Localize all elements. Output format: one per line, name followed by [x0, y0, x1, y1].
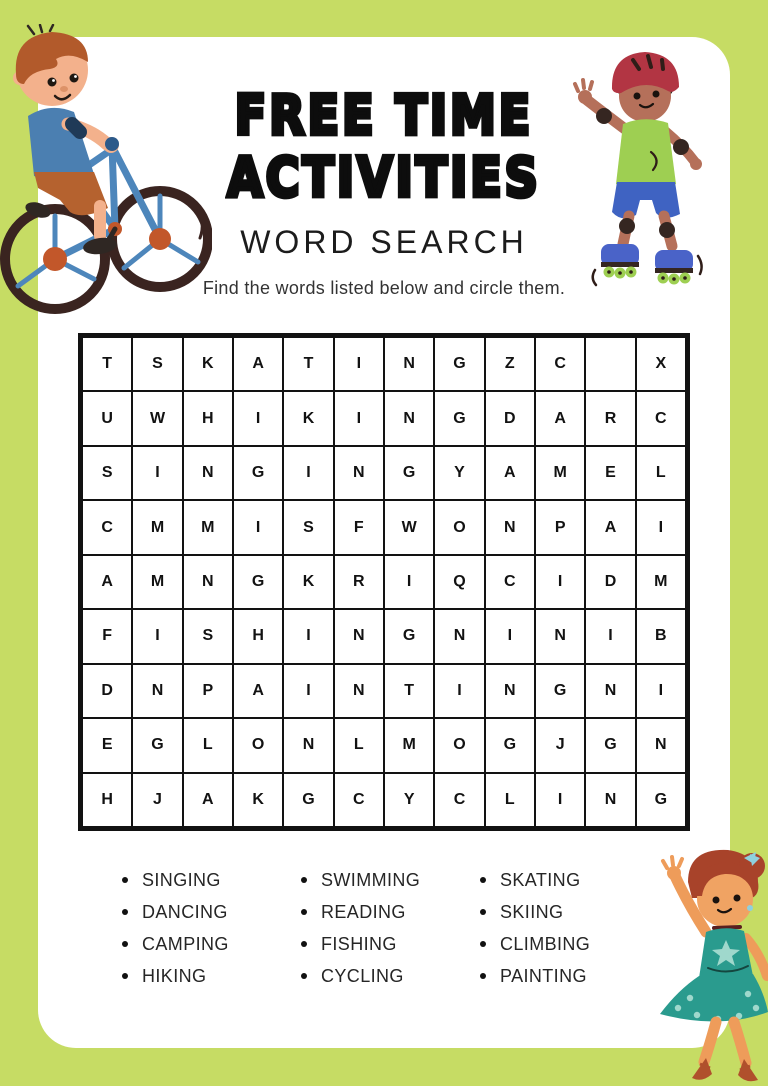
word-list-item: CLIMBING	[480, 928, 659, 960]
grid-cell-r2-c5[interactable]: K	[283, 391, 333, 445]
grid-cell-r8-c1[interactable]: E	[82, 718, 132, 772]
grid-cell-r3-c6[interactable]: N	[334, 446, 384, 500]
grid-cell-r1-c6[interactable]: I	[334, 337, 384, 391]
grid-cell-r8-c3[interactable]: L	[183, 718, 233, 772]
grid-cell-r9-c5[interactable]: G	[283, 773, 333, 827]
grid-cell-r3-c3[interactable]: N	[183, 446, 233, 500]
word-list-item: READING	[301, 896, 480, 928]
grid-cell-r8-c2[interactable]: G	[132, 718, 182, 772]
grid-cell-r6-c6[interactable]: N	[334, 609, 384, 663]
grid-cell-r7-c6[interactable]: N	[334, 664, 384, 718]
grid-cell-r9-c7[interactable]: Y	[384, 773, 434, 827]
grid-cell-r7-c4[interactable]: A	[233, 664, 283, 718]
grid-cell-r5-c2[interactable]: M	[132, 555, 182, 609]
grid-cell-r1-c10[interactable]: C	[535, 337, 585, 391]
grid-cell-r4-c11[interactable]: A	[585, 500, 635, 554]
grid-cell-r6-c7[interactable]: G	[384, 609, 434, 663]
grid-cell-r1-c8[interactable]: G	[434, 337, 484, 391]
grid-cell-r5-c11[interactable]: D	[585, 555, 635, 609]
grid-cell-r4-c9[interactable]: N	[485, 500, 535, 554]
grid-cell-r7-c5[interactable]: I	[283, 664, 333, 718]
grid-cell-r6-c4[interactable]: H	[233, 609, 283, 663]
page-title	[0, 84, 768, 208]
grid-cell-r7-c9[interactable]: N	[485, 664, 535, 718]
word-list-item: SINGING	[122, 864, 301, 896]
grid-cell-r8-c8[interactable]: O	[434, 718, 484, 772]
grid-cell-r9-c2[interactable]: J	[132, 773, 182, 827]
grid-cell-r2-c10[interactable]: A	[535, 391, 585, 445]
grid-cell-r3-c12[interactable]: L	[636, 446, 686, 500]
grid-cell-r9-c9[interactable]: L	[485, 773, 535, 827]
grid-cell-r1-c12[interactable]: X	[636, 337, 686, 391]
grid-cell-r6-c2[interactable]: I	[132, 609, 182, 663]
grid-cell-r4-c3[interactable]: M	[183, 500, 233, 554]
grid-cell-r9-c11[interactable]: N	[585, 773, 635, 827]
word-list-item: FISHING	[301, 928, 480, 960]
grid-cell-r2-c7[interactable]: N	[384, 391, 434, 445]
grid-cell-r2-c2[interactable]: W	[132, 391, 182, 445]
grid-cell-r1-c9[interactable]: Z	[485, 337, 535, 391]
word-list-column-2	[301, 864, 480, 992]
word-list-item: CAMPING	[122, 928, 301, 960]
grid-cell-r9-c12[interactable]: G	[636, 773, 686, 827]
grid-cell-r5-c5[interactable]: K	[283, 555, 333, 609]
grid-cell-r6-c11[interactable]: I	[585, 609, 635, 663]
grid-cell-r8-c12[interactable]: N	[636, 718, 686, 772]
grid-cell-r5-c8[interactable]: Q	[434, 555, 484, 609]
instruction-text: Find the words listed below and circle them.	[202, 278, 566, 298]
title-line-1: FREE TIME	[234, 83, 534, 147]
grid-cell-r7-c7[interactable]: T	[384, 664, 434, 718]
grid-cell-r1-c2[interactable]: S	[132, 337, 182, 391]
grid-cell-r8-c11[interactable]: G	[585, 718, 635, 772]
grid-cell-r4-c8[interactable]: O	[434, 500, 484, 554]
grid-cell-r1-c3[interactable]: K	[183, 337, 233, 391]
word-list-column-1	[122, 864, 301, 992]
grid-cell-r2-c9[interactable]: D	[485, 391, 535, 445]
grid-cell-r1-c11[interactable]	[585, 337, 635, 391]
grid-cell-r7-c12[interactable]: I	[636, 664, 686, 718]
grid-cell-r9-c6[interactable]: C	[334, 773, 384, 827]
grid-cell-r4-c12[interactable]: I	[636, 500, 686, 554]
grid-cell-r5-c9[interactable]: C	[485, 555, 535, 609]
word-list-column-3	[480, 864, 659, 992]
grid-cell-r2-c3[interactable]: H	[183, 391, 233, 445]
grid-cell-r4-c10[interactable]: P	[535, 500, 585, 554]
grid-cell-r6-c10[interactable]: N	[535, 609, 585, 663]
grid-cell-r2-c1[interactable]: U	[82, 391, 132, 445]
grid-cell-r3-c8[interactable]: Y	[434, 446, 484, 500]
grid-cell-r5-c4[interactable]: G	[233, 555, 283, 609]
grid-cell-r8-c4[interactable]: O	[233, 718, 283, 772]
grid-cell-r6-c9[interactable]: I	[485, 609, 535, 663]
grid-cell-r1-c1[interactable]: T	[82, 337, 132, 391]
grid-cell-r3-c7[interactable]: G	[384, 446, 434, 500]
grid-cell-r7-c10[interactable]: G	[535, 664, 585, 718]
grid-cell-r6-c3[interactable]: S	[183, 609, 233, 663]
grid-cell-r6-c1[interactable]: F	[82, 609, 132, 663]
word-list-item: HIKING	[122, 960, 301, 992]
grid-cell-r7-c11[interactable]: N	[585, 664, 635, 718]
grid-cell-r1-c5[interactable]: T	[283, 337, 333, 391]
grid-cell-r7-c2[interactable]: N	[132, 664, 182, 718]
word-list-item: SKIING	[480, 896, 659, 928]
grid-cell-r8-c7[interactable]: M	[384, 718, 434, 772]
word-list-item: CYCLING	[301, 960, 480, 992]
grid-cell-r4-c2[interactable]: M	[132, 500, 182, 554]
grid-cell-r5-c7[interactable]: I	[384, 555, 434, 609]
grid-cell-r6-c8[interactable]: N	[434, 609, 484, 663]
grid-cell-r7-c1[interactable]: D	[82, 664, 132, 718]
grid-cell-r2-c12[interactable]: C	[636, 391, 686, 445]
word-list-item: SKATING	[480, 864, 659, 896]
grid-cell-r5-c12[interactable]: M	[636, 555, 686, 609]
word-list	[78, 864, 690, 992]
grid-cell-r9-c8[interactable]: C	[434, 773, 484, 827]
word-list-item: SWIMMING	[301, 864, 480, 896]
grid-cell-r4-c7[interactable]: W	[384, 500, 434, 554]
title-line-2: ACTIVITIES	[227, 145, 541, 209]
grid-cell-r3-c9[interactable]: A	[485, 446, 535, 500]
grid-cell-r5-c3[interactable]: N	[183, 555, 233, 609]
grid-cell-r9-c4[interactable]: K	[233, 773, 283, 827]
grid-cell-r1-c7[interactable]: N	[384, 337, 434, 391]
grid-cell-r2-c4[interactable]: I	[233, 391, 283, 445]
grid-cell-r3-c10[interactable]: M	[535, 446, 585, 500]
grid-cell-r6-c12[interactable]: B	[636, 609, 686, 663]
grid-cell-r3-c11[interactable]: E	[585, 446, 635, 500]
grid-cell-r9-c1[interactable]: H	[82, 773, 132, 827]
grid-cell-r4-c6[interactable]: F	[334, 500, 384, 554]
grid-cell-r7-c8[interactable]: I	[434, 664, 484, 718]
grid-cell-r9-c3[interactable]: A	[183, 773, 233, 827]
grid-cell-r4-c5[interactable]: S	[283, 500, 333, 554]
grid-cell-r7-c3[interactable]: P	[183, 664, 233, 718]
grid-cell-r5-c10[interactable]: I	[535, 555, 585, 609]
grid-cell-r8-c6[interactable]: L	[334, 718, 384, 772]
grid-cell-r8-c10[interactable]: J	[535, 718, 585, 772]
grid-cell-r8-c5[interactable]: N	[283, 718, 333, 772]
grid-cell-r4-c1[interactable]: C	[82, 500, 132, 554]
word-list-item: PAINTING	[480, 960, 659, 992]
grid-cell-r3-c5[interactable]: I	[283, 446, 333, 500]
word-search-grid[interactable]	[78, 333, 690, 831]
word-list-item: DANCING	[122, 896, 301, 928]
grid-cell-r3-c1[interactable]: S	[82, 446, 132, 500]
grid-cell-r1-c4[interactable]: A	[233, 337, 283, 391]
grid-cell-r3-c2[interactable]: I	[132, 446, 182, 500]
grid-cell-r6-c5[interactable]: I	[283, 609, 333, 663]
subtitle: WORD SEARCH	[240, 224, 528, 260]
grid-cell-r2-c11[interactable]: R	[585, 391, 635, 445]
grid-cell-r3-c4[interactable]: G	[233, 446, 283, 500]
grid-cell-r8-c9[interactable]: G	[485, 718, 535, 772]
grid-cell-r2-c6[interactable]: I	[334, 391, 384, 445]
grid-cell-r2-c8[interactable]: G	[434, 391, 484, 445]
grid-cell-r5-c1[interactable]: A	[82, 555, 132, 609]
grid-cell-r5-c6[interactable]: R	[334, 555, 384, 609]
grid-cell-r4-c4[interactable]: I	[233, 500, 283, 554]
grid-cell-r9-c10[interactable]: I	[535, 773, 585, 827]
